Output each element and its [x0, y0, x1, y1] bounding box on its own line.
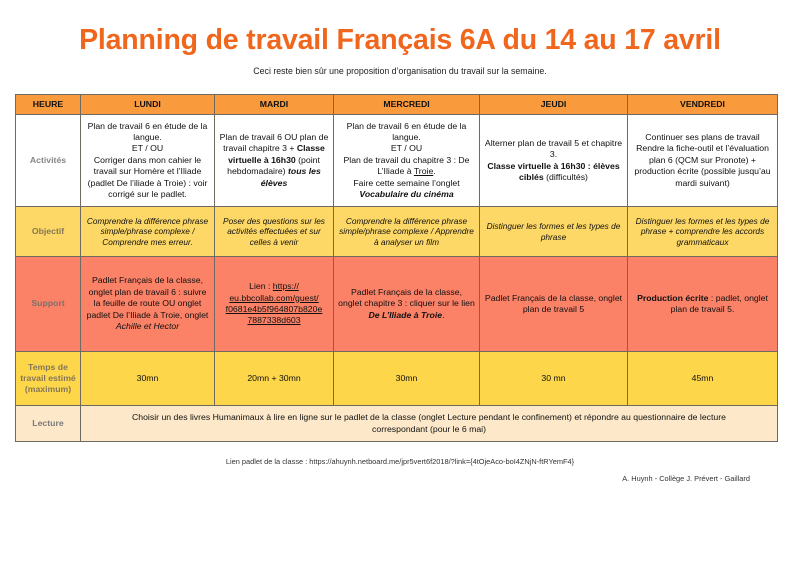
- lecture-text: Choisir un des livres Humanimaux à lire en ligne sur le padlet de la classe (onglet Lecture pendant le confinement) et répondre au questionnaire de lecture correspondant (pour le 6 mai): [81, 406, 778, 442]
- page-title: Planning de travail Français 6A du 14 au 17 avril: [79, 24, 721, 56]
- support-mardi: Lien : https:// eu.bbcollab.com/guest/ f0681e4b5f964807b820e 7887338d603: [215, 257, 334, 352]
- lecture-row: [16, 406, 778, 442]
- support-row: [16, 257, 778, 352]
- objectif-mardi: Poser des questions sur les activités effectuées et sur celles à venir: [215, 207, 334, 257]
- column-header-jeudi: JEUDI: [480, 95, 628, 115]
- temps-jeudi: 30 mn: [480, 352, 628, 406]
- column-header-vendredi: VENDREDI: [628, 95, 778, 115]
- row-label-objectif: Objectif: [16, 207, 81, 257]
- column-header-heure: HEURE: [16, 95, 81, 115]
- column-header-mardi: MARDI: [215, 95, 334, 115]
- temps-mardi: 20mn + 30mn: [215, 352, 334, 406]
- activites-row: [16, 115, 778, 207]
- activites-lundi: Plan de travail 6 en étude de la langue. ET / OU Corriger dans mon cahier le travail sur Homère et l’Iliade (padlet De l’iliade à Troie) : voir corrigé sur le padlet.: [81, 115, 215, 207]
- temps-lundi: 30mn: [81, 352, 215, 406]
- objectif-jeudi: Distinguer les formes et les types de phrase: [480, 207, 628, 257]
- temps-mercredi: 30mn: [334, 352, 480, 406]
- author-credit: A. Huynh - Collège J. Prévert - Gaillard: [622, 474, 750, 483]
- activites-mardi: Plan de travail 6 OU plan de travail chapitre 3 + Classe virtuelle à 16h30 (point hebdomadaire) tous les élèves: [215, 115, 334, 207]
- padlet-link-text: Lien padlet de la classe : https://ahuynh.netboard.me/jpr5vert6f2018/?link={4tOjeAco-boI4ZNjN-ftRYemF4}: [225, 457, 575, 466]
- bbcollab-link[interactable]: https:// eu.bbcollab.com/guest/ f0681e4b5f964807b820e 7887338d603: [225, 281, 323, 326]
- support-vendredi: Production écrite : padlet, onglet plan de travail 5.: [628, 257, 778, 352]
- row-label-activites: Activités: [16, 115, 81, 207]
- temps-vendredi: 45mn: [628, 352, 778, 406]
- support-mercredi: Padlet Français de la classe, onglet chapitre 3 : cliquer sur le lien De L’Iliade à Troie.: [334, 257, 480, 352]
- row-label-lecture: Lecture: [16, 406, 81, 442]
- activites-vendredi: Continuer ses plans de travail Rendre la fiche-outil et l’évaluation plan 6 (QCM sur Pronote) + production écrite (possible jusqu’au mardi suivant): [628, 115, 778, 207]
- row-label-temps: Temps de travail estimé (maximum): [16, 352, 81, 406]
- planning-table: [15, 94, 778, 442]
- objectif-row: [16, 207, 778, 257]
- page-subtitle: Ceci reste bien sûr une proposition d’organisation du travail sur la semaine.: [253, 66, 547, 76]
- objectif-lundi: Comprendre la différence phrase simple/phrase complexe / Comprendre mes erreur.: [81, 207, 215, 257]
- temps-row: [16, 352, 778, 406]
- row-label-support: Support: [16, 257, 81, 352]
- support-lundi: Padlet Français de la classe, onglet plan de travail 6 : suivre la feuille de route OU onglet padlet De l’Iliade à Troie, onglet Achille et Hector: [81, 257, 215, 352]
- column-header-mercredi: MERCREDI: [334, 95, 480, 115]
- header-row: [16, 95, 778, 115]
- objectif-mercredi: Comprendre la différence phrase simple/phrase complexe / Apprendre à analyser un film: [334, 207, 480, 257]
- activites-mercredi: Plan de travail 6 en étude de la langue. ET / OU Plan de travail du chapitre 3 : De L’Iliade à Troie. Faire cette semaine l’onglet Vocabulaire du cinéma: [334, 115, 480, 207]
- column-header-lundi: LUNDI: [81, 95, 215, 115]
- activites-jeudi: Alterner plan de travail 5 et chapitre 3. Classe virtuelle à 16h30 : élèves ciblés (difficultés): [480, 115, 628, 207]
- support-jeudi: Padlet Français de la classe, onglet plan de travail 5: [480, 257, 628, 352]
- objectif-vendredi: Distinguer les formes et les types de phrase + comprendre les accords grammaticaux: [628, 207, 778, 257]
